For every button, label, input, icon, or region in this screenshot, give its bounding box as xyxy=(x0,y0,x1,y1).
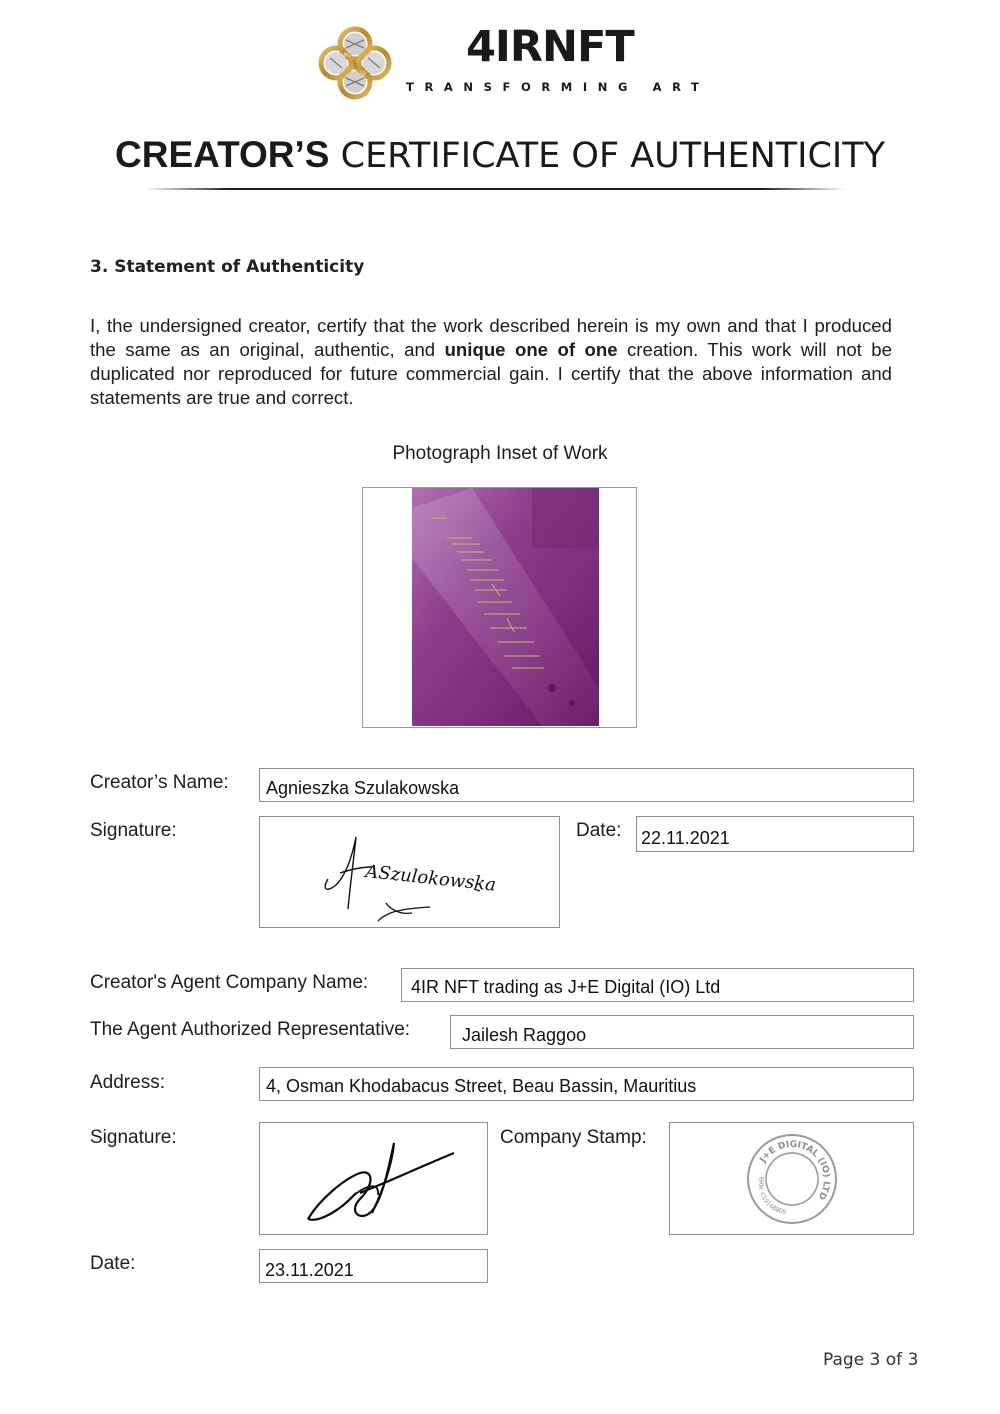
creator-signature-box xyxy=(259,816,560,928)
agent-signature-label: Signature: xyxy=(90,1127,177,1148)
inset-caption: Photograph Inset of Work xyxy=(392,443,608,464)
agent-company-field xyxy=(401,968,914,1002)
page-title xyxy=(0,134,1000,176)
section-heading: 3. Statement of Authenticity xyxy=(90,257,365,277)
title-rest: CERTIFICATE OF AUTHENTICITY xyxy=(340,136,885,176)
stamp-text-bottom: BRN: C19168809 xyxy=(756,1176,787,1217)
agent-rep-label: The Agent Authorized Representative: xyxy=(90,1019,411,1040)
agent-rep-field xyxy=(450,1015,914,1049)
agent-date-value: 23.11.2021 xyxy=(265,1260,354,1280)
agent-company-label: Creator's Agent Company Name: xyxy=(90,972,369,993)
artwork-photo xyxy=(412,488,599,726)
stamp-text-top: J+E DIGITAL (IO) LTD xyxy=(758,1139,832,1202)
creator-signature-image xyxy=(260,817,559,927)
company-stamp-box xyxy=(669,1122,914,1235)
title-divider xyxy=(145,188,845,190)
brand-tagline: TRANSFORMING ART xyxy=(406,80,710,94)
agent-signature-box xyxy=(259,1122,488,1235)
brand-name: 4IRNFT xyxy=(466,22,634,72)
agent-date-label: Date: xyxy=(90,1253,136,1274)
agent-company-value: 4IR NFT trading as J+E Digital (IO) Ltd xyxy=(411,977,721,997)
agent-date-field xyxy=(259,1249,488,1283)
creator-date-label: Date: xyxy=(576,820,622,841)
title-bold: CREATOR’S xyxy=(115,134,330,175)
page-number: Page 3 of 3 xyxy=(823,1350,919,1370)
creator-name-field xyxy=(259,768,914,802)
creator-signature-label: Signature: xyxy=(90,820,177,841)
agent-address-label: Address: xyxy=(90,1072,165,1093)
statement-text-emphasis: unique one of one xyxy=(444,339,618,360)
agent-address-value: 4, Osman Khodabacus Street, Beau Bassin, Mauritius xyxy=(266,1076,697,1096)
brand-logo-icon xyxy=(316,24,394,102)
creator-name-label: Creator’s Name: xyxy=(90,772,229,793)
statement-text-start: I, the undersigned creator, certify that the work described herein is my own and that I produced the same as an original, authentic, and xyxy=(90,315,892,360)
company-stamp-image xyxy=(670,1123,913,1234)
creator-date-value: 22.11.2021 xyxy=(641,828,730,848)
company-stamp-label: Company Stamp: xyxy=(500,1127,647,1148)
agent-rep-value: Jailesh Raggoo xyxy=(462,1025,587,1045)
statement-text-end: creation. This work will not be duplicated nor reproduced for future commercial gain. I certify that the above information and statements are true and correct. xyxy=(90,339,892,408)
statement-paragraph xyxy=(90,314,892,410)
agent-address-field xyxy=(259,1067,914,1101)
creator-signature-script: ASzulokowska xyxy=(364,861,497,896)
creator-date-field xyxy=(636,816,914,852)
agent-signature-image xyxy=(260,1123,487,1234)
creator-name-value: Agnieszka Szulakowska xyxy=(266,778,460,798)
